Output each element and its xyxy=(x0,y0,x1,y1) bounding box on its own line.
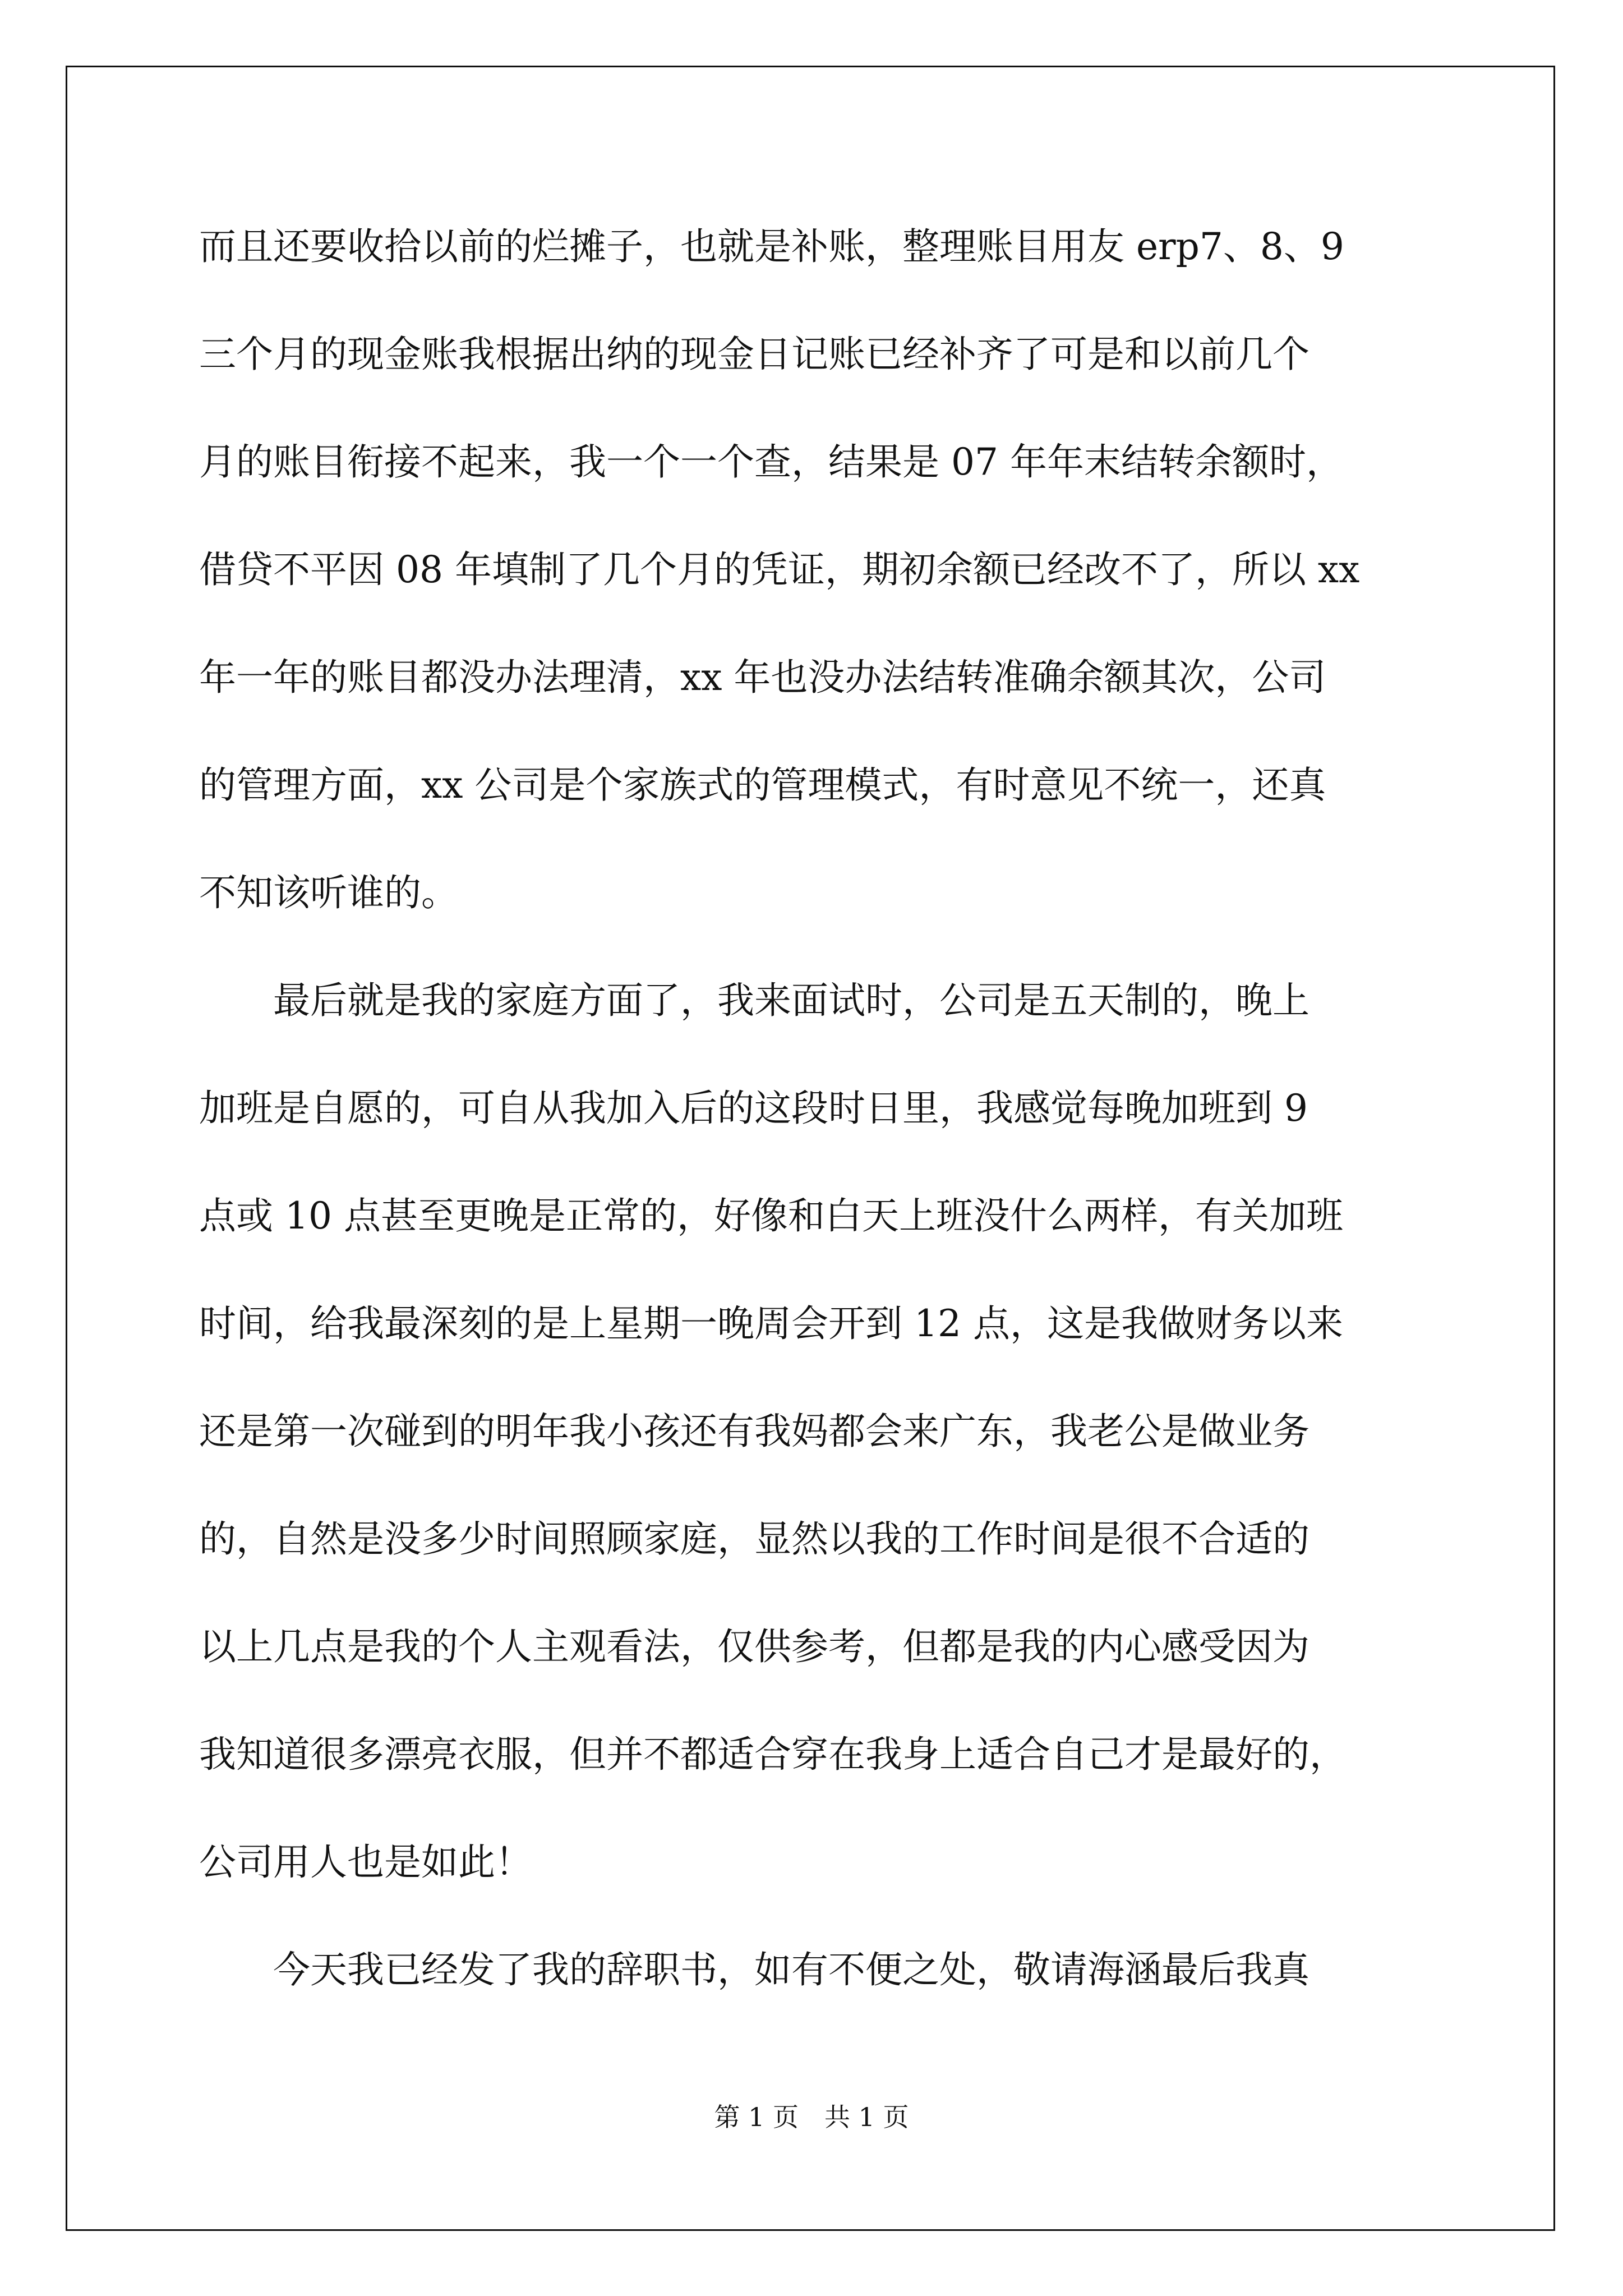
text-line: 最后就是我的家庭方面了，我来面试时，公司是五天制的，晚上 xyxy=(199,979,1310,1022)
text-line: 点或 10 点甚至更晚是正常的，好像和白天上班没什么两样，有关加班 xyxy=(199,1194,1343,1237)
text-line: 三个月的现金账我根据出纳的现金日记账已经补齐了可是和以前几个 xyxy=(199,333,1310,376)
text-line: 的管理方面，xx 公司是个家族式的管理模式，有时意见不统一，还真 xyxy=(199,763,1326,807)
text-line: 月的账目衔接不起来，我一个一个查，结果是 07 年年末结转余额时， xyxy=(199,440,1343,484)
text-line: 今天我已经发了我的辞职书，如有不便之处，敬请海涵最后我真 xyxy=(199,1948,1310,1991)
text-line: 不知该听谁的。 xyxy=(199,871,458,914)
text-line: 公司用人也是如此！ xyxy=(199,1841,532,1884)
text-line: 时间，给我最深刻的是上星期一晚周会开到 12 点，这是我做财务以来 xyxy=(199,1302,1343,1345)
text-line: 年一年的账目都没办法理清，xx 年也没办法结转准确余额其次，公司 xyxy=(199,656,1326,699)
text-line: 借贷不平因 08 年填制了几个月的凭证，期初余额已经改不了，所以 xx xyxy=(199,548,1360,591)
text-line: 而且还要收拾以前的烂摊子，也就是补账，整理账目用友 erp7、8、9 xyxy=(199,225,1344,268)
text-line: 的，自然是没多少时间照顾家庭，显然以我的工作时间是很不合适的 xyxy=(199,1517,1310,1561)
text-line: 加班是自愿的，可自从我加入后的这段时日里，我感觉每晚加班到 9 xyxy=(199,1087,1308,1130)
page-number-footer: 第 1 页 共 1 页 xyxy=(714,2102,909,2132)
text-line: 我知道很多漂亮衣服，但并不都适合穿在我身上适合自己才是最好的， xyxy=(199,1733,1347,1776)
text-line: 以上几点是我的个人主观看法，仅供参考，但都是我的内心感受因为 xyxy=(199,1625,1310,1668)
text-line: 还是第一次碰到的明年我小孩还有我妈都会来广东，我老公是做业务 xyxy=(199,1410,1310,1453)
page-border xyxy=(66,66,1555,2231)
